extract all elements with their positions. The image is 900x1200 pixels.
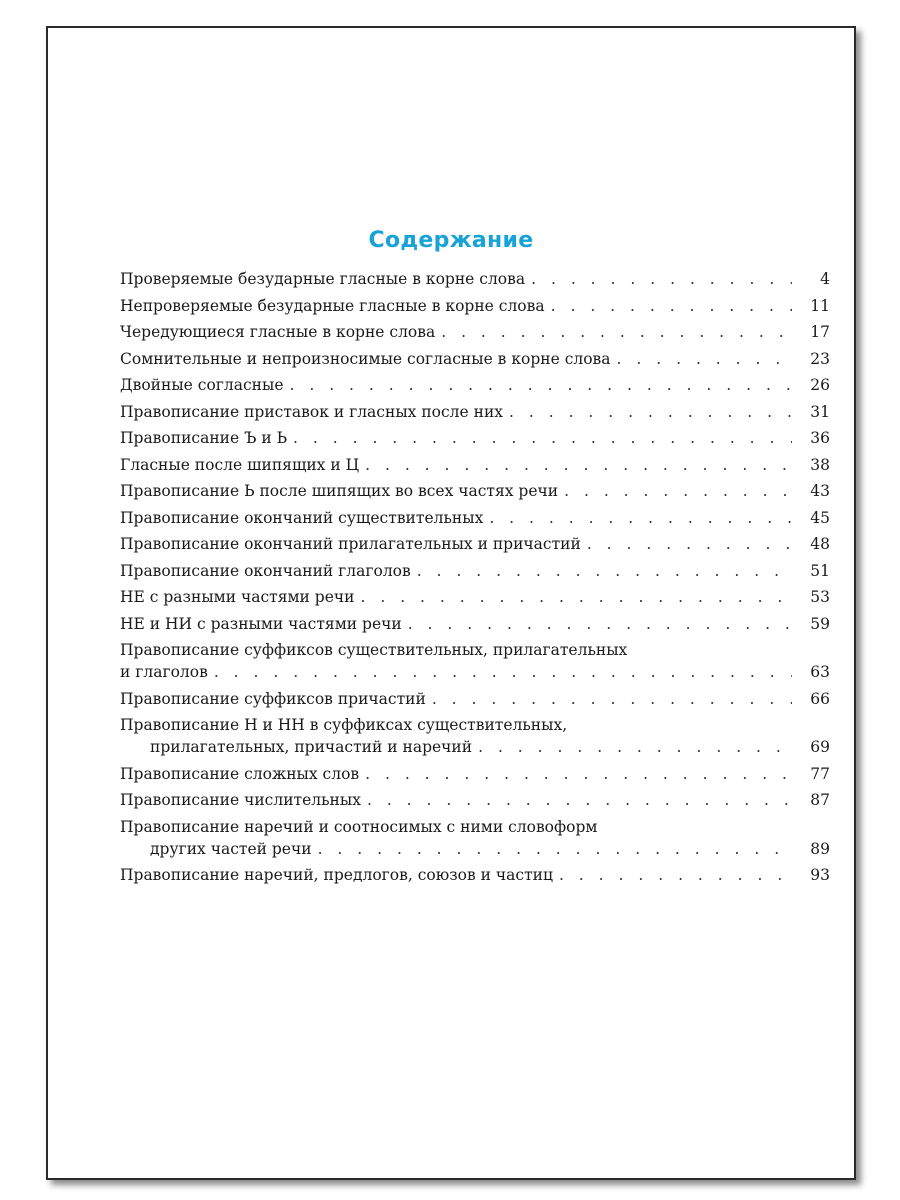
dot-leader	[365, 454, 792, 476]
dot-leader	[408, 613, 792, 635]
toc-entry-title: Проверяемые безударные гласные в корне слова	[120, 270, 526, 288]
book-page	[46, 26, 856, 1180]
toc-page-number: 69	[810, 738, 830, 756]
toc-entry-title: Правописание числительных	[120, 791, 361, 809]
dot-leader	[318, 838, 792, 860]
toc-page-number: 43	[810, 482, 830, 500]
toc-entry-title: Правописание приставок и гласных после них	[120, 402, 504, 421]
page-title: Содержание	[368, 228, 534, 253]
toc-entry	[120, 295, 830, 317]
toc-entry-title-cont: и глаголов	[120, 663, 208, 681]
toc-page-number: 89	[810, 839, 830, 858]
dot-leader	[478, 736, 792, 758]
dot-leader	[290, 374, 793, 396]
toc-entry	[120, 401, 830, 423]
toc-entry-title: Правописание окончаний прилагательных и причастий	[120, 535, 581, 553]
toc-page-number: 93	[810, 866, 830, 884]
toc-entry-title: НЕ с разными частями речи	[120, 588, 355, 606]
toc-entry	[120, 374, 830, 396]
toc-page-number: 45	[810, 508, 830, 527]
dot-leader	[531, 268, 792, 290]
table-of-contents	[120, 268, 830, 891]
toc-page-number: 63	[810, 663, 830, 681]
toc-entry	[120, 763, 830, 785]
toc-page-number: 23	[810, 349, 830, 368]
toc-entry-title: Двойные согласные	[120, 376, 284, 394]
toc-page-number: 66	[810, 689, 830, 708]
toc-entry	[120, 321, 830, 343]
toc-page-number: 59	[810, 614, 830, 633]
toc-entry	[120, 348, 830, 370]
toc-page-number: 53	[810, 588, 830, 606]
toc-entry-title: Правописание наречий, предлогов, союзов и частиц	[120, 866, 553, 884]
toc-page-number: 51	[810, 561, 830, 580]
dot-leader	[551, 295, 792, 317]
dot-leader	[617, 348, 792, 370]
toc-entry-multiline	[120, 714, 830, 758]
toc-page-number: 17	[810, 323, 830, 341]
dot-leader	[293, 427, 792, 449]
toc-entry-title: Правописание наречий и соотносимых с ними словоформ	[120, 817, 598, 836]
toc-page-number: 4	[820, 270, 830, 288]
dot-leader	[489, 507, 792, 529]
toc-entry-title: Чередующиеся гласные в корне слова	[120, 323, 436, 341]
dot-leader	[417, 560, 792, 582]
toc-entry-multiline	[120, 816, 830, 860]
toc-page-number: 38	[810, 455, 830, 474]
toc-entry-title: Непроверяемые безударные гласные в корне слова	[120, 296, 545, 315]
toc-entry-title: Правописание сложных слов	[120, 764, 360, 783]
toc-page-number: 36	[810, 429, 830, 447]
toc-entry	[120, 533, 830, 555]
toc-page-number: 48	[810, 535, 830, 553]
dot-leader	[587, 533, 792, 555]
toc-entry-title: НЕ и НИ с разными частями речи	[120, 614, 402, 633]
toc-entry	[120, 427, 830, 449]
dot-leader	[564, 480, 792, 502]
toc-entry-continuation	[120, 661, 830, 683]
toc-entry-title: Правописание окончаний существительных	[120, 508, 484, 527]
toc-entry	[120, 613, 830, 635]
dot-leader	[432, 688, 792, 710]
toc-entry-title: Правописание окончаний глаголов	[120, 561, 411, 580]
toc-entry	[120, 268, 830, 290]
dot-leader	[441, 321, 792, 343]
toc-entry	[120, 454, 830, 476]
toc-entry-title-cont: прилагательных, причастий и наречий	[150, 738, 473, 756]
toc-entry	[120, 864, 830, 886]
toc-page-number: 87	[810, 791, 830, 809]
toc-entry-multiline	[120, 639, 830, 683]
toc-entry	[120, 480, 830, 502]
dot-leader	[367, 789, 792, 811]
dot-leader	[360, 586, 792, 608]
toc-entry-continuation	[120, 736, 830, 758]
toc-page-number: 26	[810, 376, 830, 394]
dot-leader	[509, 401, 792, 423]
toc-page-number: 31	[810, 402, 830, 421]
toc-entry-title-cont: других частей речи	[150, 839, 312, 858]
toc-entry-title: Сомнительные и непроизносимые согласные в корне слова	[120, 349, 611, 368]
toc-entry-title: Гласные после шипящих и Ц	[120, 455, 360, 474]
toc-entry	[120, 560, 830, 582]
toc-page-number: 77	[810, 764, 830, 783]
toc-entry-title: Правописание суффиксов существительных, прилагательных	[120, 641, 628, 659]
toc-entry	[120, 688, 830, 710]
dot-leader	[214, 661, 792, 683]
toc-entry-title: Правописание Ъ и Ь	[120, 429, 288, 447]
toc-entry	[120, 586, 830, 608]
toc-entry	[120, 507, 830, 529]
toc-entry-continuation	[120, 838, 830, 860]
toc-entry-title: Правописание Ь после шипящих во всех частях речи	[120, 482, 559, 500]
toc-entry-title: Правописание суффиксов причастий	[120, 689, 426, 708]
dot-leader	[559, 864, 792, 886]
toc-entry	[120, 789, 830, 811]
toc-page-number: 11	[810, 296, 830, 315]
toc-entry-title: Правописание Н и НН в суффиксах существительных,	[120, 716, 568, 734]
dot-leader	[365, 763, 792, 785]
